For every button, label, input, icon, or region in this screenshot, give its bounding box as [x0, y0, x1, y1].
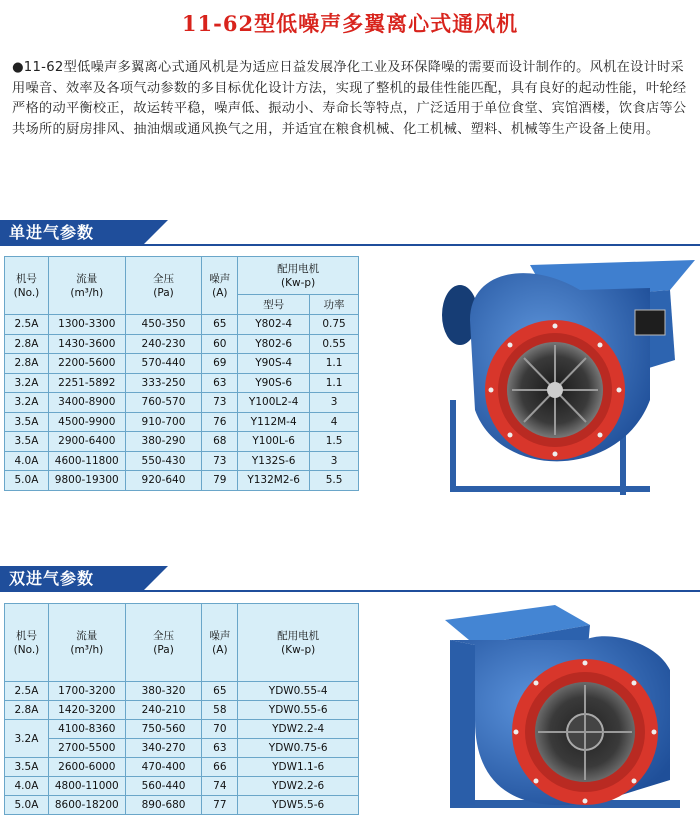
double-inlet-header: 双进气参数 [0, 566, 142, 592]
col-header-noise: 噪声 (A) [202, 604, 238, 682]
table-cell-pressure: 380-290 [125, 432, 202, 452]
table-cell-noise: 77 [202, 796, 238, 815]
table-cell-model: 2.8A [5, 701, 49, 720]
table-row [5, 315, 359, 335]
table-cell-pressure: 570-440 [125, 354, 202, 374]
col-header-motor-power: 功率 [310, 295, 359, 315]
table-cell-type: Y132S-6 [238, 451, 310, 471]
table-cell-noise: 69 [202, 354, 238, 374]
table-cell-flow: 4800-11000 [48, 777, 125, 796]
table-row [5, 739, 359, 758]
table-cell-flow: 2251-5892 [48, 373, 125, 393]
table-cell-flow: 2700-5500 [48, 739, 125, 758]
table-cell-flow: 1300-3300 [48, 315, 125, 335]
double-inlet-table [4, 603, 359, 815]
table-cell-noise: 73 [202, 393, 238, 413]
table-cell-motor: YDW1.1-6 [238, 758, 359, 777]
table-cell-flow: 8600-18200 [48, 796, 125, 815]
col-header-pressure: 全压 (Pa) [125, 604, 202, 682]
table-row [5, 777, 359, 796]
col-header-motor-type: 型号 [238, 295, 310, 315]
table-cell-noise: 74 [202, 777, 238, 796]
table-cell-model: 4.0A [5, 777, 49, 796]
table-cell-power: 4 [310, 412, 359, 432]
table-cell-noise: 63 [202, 373, 238, 393]
table-cell-noise: 60 [202, 334, 238, 354]
table-row [5, 373, 359, 393]
table-cell-power: 3 [310, 451, 359, 471]
table-cell-pressure: 550-430 [125, 451, 202, 471]
table-cell-pressure: 890-680 [125, 796, 202, 815]
double-inlet-rule [0, 590, 700, 592]
table-cell-pressure: 340-270 [125, 739, 202, 758]
table-cell-motor: YDW5.5-6 [238, 796, 359, 815]
col-header-motor: 配用电机 (Kw-p) [238, 257, 359, 295]
table-cell-type: Y90S-4 [238, 354, 310, 374]
table-cell-pressure: 240-210 [125, 701, 202, 720]
col-header-motor: 配用电机 (Kw-p) [238, 604, 359, 682]
table-cell-power: 1.5 [310, 432, 359, 452]
table-cell-power: 1.1 [310, 354, 359, 374]
table-cell-type: Y112M-4 [238, 412, 310, 432]
table-cell-pressure: 920-640 [125, 471, 202, 491]
table-cell-pressure: 380-320 [125, 682, 202, 701]
table-cell-model: 3.5A [5, 432, 49, 452]
table-cell-type: Y802-4 [238, 315, 310, 335]
table-cell-flow: 9800-19300 [48, 471, 125, 491]
col-header-noise: 噪声 (A) [202, 257, 238, 315]
double-inlet-fan-image [435, 600, 690, 822]
table-cell-flow: 4600-11800 [48, 451, 125, 471]
col-header-flow: 流量 (m³/h) [48, 257, 125, 315]
table-cell-model: 5.0A [5, 471, 49, 491]
table-cell-motor: YDW2.2-4 [238, 720, 359, 739]
table-row [5, 412, 359, 432]
table-row [5, 758, 359, 777]
table-cell-flow: 3400-8900 [48, 393, 125, 413]
table-cell-model: 3.5A [5, 412, 49, 432]
table-cell-pressure: 760-570 [125, 393, 202, 413]
table-cell-power: 1.1 [310, 373, 359, 393]
table-cell-pressure: 333-250 [125, 373, 202, 393]
table-cell-noise: 73 [202, 451, 238, 471]
table-row [5, 471, 359, 491]
table-cell-model: 2.5A [5, 315, 49, 335]
table-cell-type: Y90S-6 [238, 373, 310, 393]
table-cell-flow: 1430-3600 [48, 334, 125, 354]
table-cell-noise: 79 [202, 471, 238, 491]
table-cell-pressure: 750-560 [125, 720, 202, 739]
table-cell-model: 5.0A [5, 796, 49, 815]
table-cell-model: 2.8A [5, 354, 49, 374]
table-cell-flow: 2200-5600 [48, 354, 125, 374]
col-header-pressure: 全压 (Pa) [125, 257, 202, 315]
table-cell-type: Y100L-6 [238, 432, 310, 452]
table-cell-motor: YDW0.55-4 [238, 682, 359, 701]
col-header-model: 机号 (No.) [5, 257, 49, 315]
table-cell-type: Y100L2-4 [238, 393, 310, 413]
table-cell-noise: 66 [202, 758, 238, 777]
table-cell-noise: 63 [202, 739, 238, 758]
table-cell-noise: 70 [202, 720, 238, 739]
single-inlet-table [4, 256, 359, 491]
single-inlet-rule [0, 244, 700, 246]
table-cell-flow: 2900-6400 [48, 432, 125, 452]
table-row [5, 451, 359, 471]
col-header-flow: 流量 (m³/h) [48, 604, 125, 682]
table-row [5, 796, 359, 815]
single-inlet-fan-image [420, 250, 700, 510]
table-cell-model: 4.0A [5, 451, 49, 471]
table-cell-model: 3.2A [5, 393, 49, 413]
table-row [5, 682, 359, 701]
table-cell-type: Y132M2-6 [238, 471, 310, 491]
table-row [5, 393, 359, 413]
table-cell-flow: 1420-3200 [48, 701, 125, 720]
table-row [5, 701, 359, 720]
table-row [5, 354, 359, 374]
table-cell-power: 0.75 [310, 315, 359, 335]
table-cell-pressure: 240-230 [125, 334, 202, 354]
table-cell-model: 3.2A [5, 373, 49, 393]
table-cell-motor: YDW2.2-6 [238, 777, 359, 796]
table-cell-flow: 4500-9900 [48, 412, 125, 432]
table-cell-flow: 4100-8360 [48, 720, 125, 739]
table-row [5, 720, 359, 739]
table-cell-pressure: 560-440 [125, 777, 202, 796]
col-header-model: 机号 (No.) [5, 604, 49, 682]
table-cell-power: 0.55 [310, 334, 359, 354]
table-cell-type: Y802-6 [238, 334, 310, 354]
table-cell-motor: YDW0.75-6 [238, 739, 359, 758]
single-inlet-header: 单进气参数 [0, 220, 142, 246]
table-cell-motor: YDW0.55-6 [238, 701, 359, 720]
page-title: 11-62型低噪声多翼离心式通风机 [181, 11, 519, 36]
table-cell-pressure: 910-700 [125, 412, 202, 432]
table-cell-model: 2.8A [5, 334, 49, 354]
table-cell-noise: 68 [202, 432, 238, 452]
table-cell-noise: 76 [202, 412, 238, 432]
table-cell-flow: 2600-6000 [48, 758, 125, 777]
table-cell-flow: 1700-3200 [48, 682, 125, 701]
table-cell-power: 3 [310, 393, 359, 413]
table-row [5, 334, 359, 354]
table-cell-model: 3.5A [5, 758, 49, 777]
intro-paragraph: ●11-62型低噪声多翼离心式通风机是为适应日益发展净化工业及环保降噪的需要而设计制作的。风机在设计时采用噪音、效率及各项气动参数的多目标优化设计方法，实现了整机的最佳性能匹配，具有良好的起动性能，叶轮经严格的动平衡校正，故运转平稳，噪声低、振动小、寿命长等特点，广泛适用于单位食堂、宾馆酒楼，饮食店等公共场所的厨房排风、抽油烟或通风换气之用，并适宜在粮食机械、化工机械、塑料、机械等生产设备上使用。 [12, 60, 687, 137]
table-row [5, 432, 359, 452]
table-cell-model: 3.2A [5, 720, 49, 758]
table-cell-pressure: 470-400 [125, 758, 202, 777]
table-cell-noise: 65 [202, 315, 238, 335]
table-cell-noise: 65 [202, 682, 238, 701]
table-cell-power: 5.5 [310, 471, 359, 491]
table-cell-noise: 58 [202, 701, 238, 720]
table-cell-model: 2.5A [5, 682, 49, 701]
table-cell-pressure: 450-350 [125, 315, 202, 335]
